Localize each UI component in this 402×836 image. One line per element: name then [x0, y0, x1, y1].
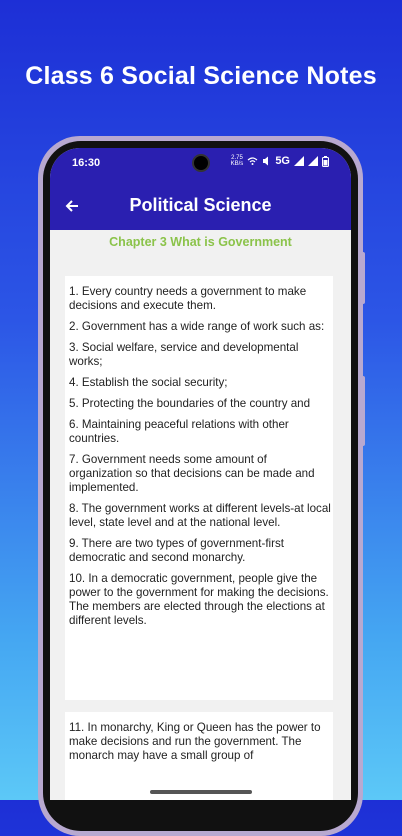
power-button — [360, 376, 365, 446]
toolbar-title: Political Science — [129, 195, 272, 215]
status-bar — [50, 148, 351, 178]
toolbar — [50, 184, 351, 228]
note-item: 1. Every country needs a government to make decisions and execute them. — [69, 285, 307, 312]
status-icons — [231, 155, 329, 167]
front-camera — [192, 154, 210, 172]
note-item: 8. The government works at different levels-at local level, state level and at the national level. — [69, 502, 331, 529]
app-bar — [50, 148, 351, 230]
battery-icon — [322, 156, 329, 167]
note-item: 4. Establish the social security; — [69, 376, 228, 389]
volume-button — [360, 252, 365, 304]
chapter-heading: Chapter 3 What is Government — [109, 235, 292, 249]
promo-title: Class 6 Social Science Notes — [25, 62, 377, 90]
note-item: 9. There are two types of government-first democratic and second monarchy. — [69, 537, 285, 564]
notes-card — [65, 276, 333, 700]
net-speed: 2.75 KB/s — [230, 155, 244, 167]
notes-card — [65, 712, 333, 800]
note-item: 2. Government has a wide range of work such as: — [69, 320, 325, 333]
network-type: 5G — [275, 155, 290, 167]
app-screen — [50, 148, 351, 800]
wifi-calling-icon — [247, 156, 258, 166]
home-indicator[interactable] — [150, 790, 252, 794]
note-item: 10. In a democratic government, people give the power to the government for making the decisions. The members are elected through the elections at different levels. — [69, 572, 329, 627]
signal-icon — [294, 156, 304, 166]
signal-icon — [308, 156, 318, 166]
note-item: 5. Protecting the boundaries of the country and — [69, 397, 311, 410]
note-item: 11. In monarchy, King or Queen has the power to make decisions and run the government. The monarch may have a small group of — [69, 721, 321, 762]
note-item: 3. Social welfare, service and developmental works; — [69, 341, 299, 368]
mute-icon — [262, 156, 271, 166]
note-item: 7. Government needs some amount of organization so that decisions can be made and implemented. — [69, 453, 315, 494]
notes-content[interactable] — [50, 230, 351, 800]
note-item: 6. Maintaining peaceful relations with other countries. — [69, 418, 289, 445]
status-time: 16:30 — [72, 157, 101, 169]
